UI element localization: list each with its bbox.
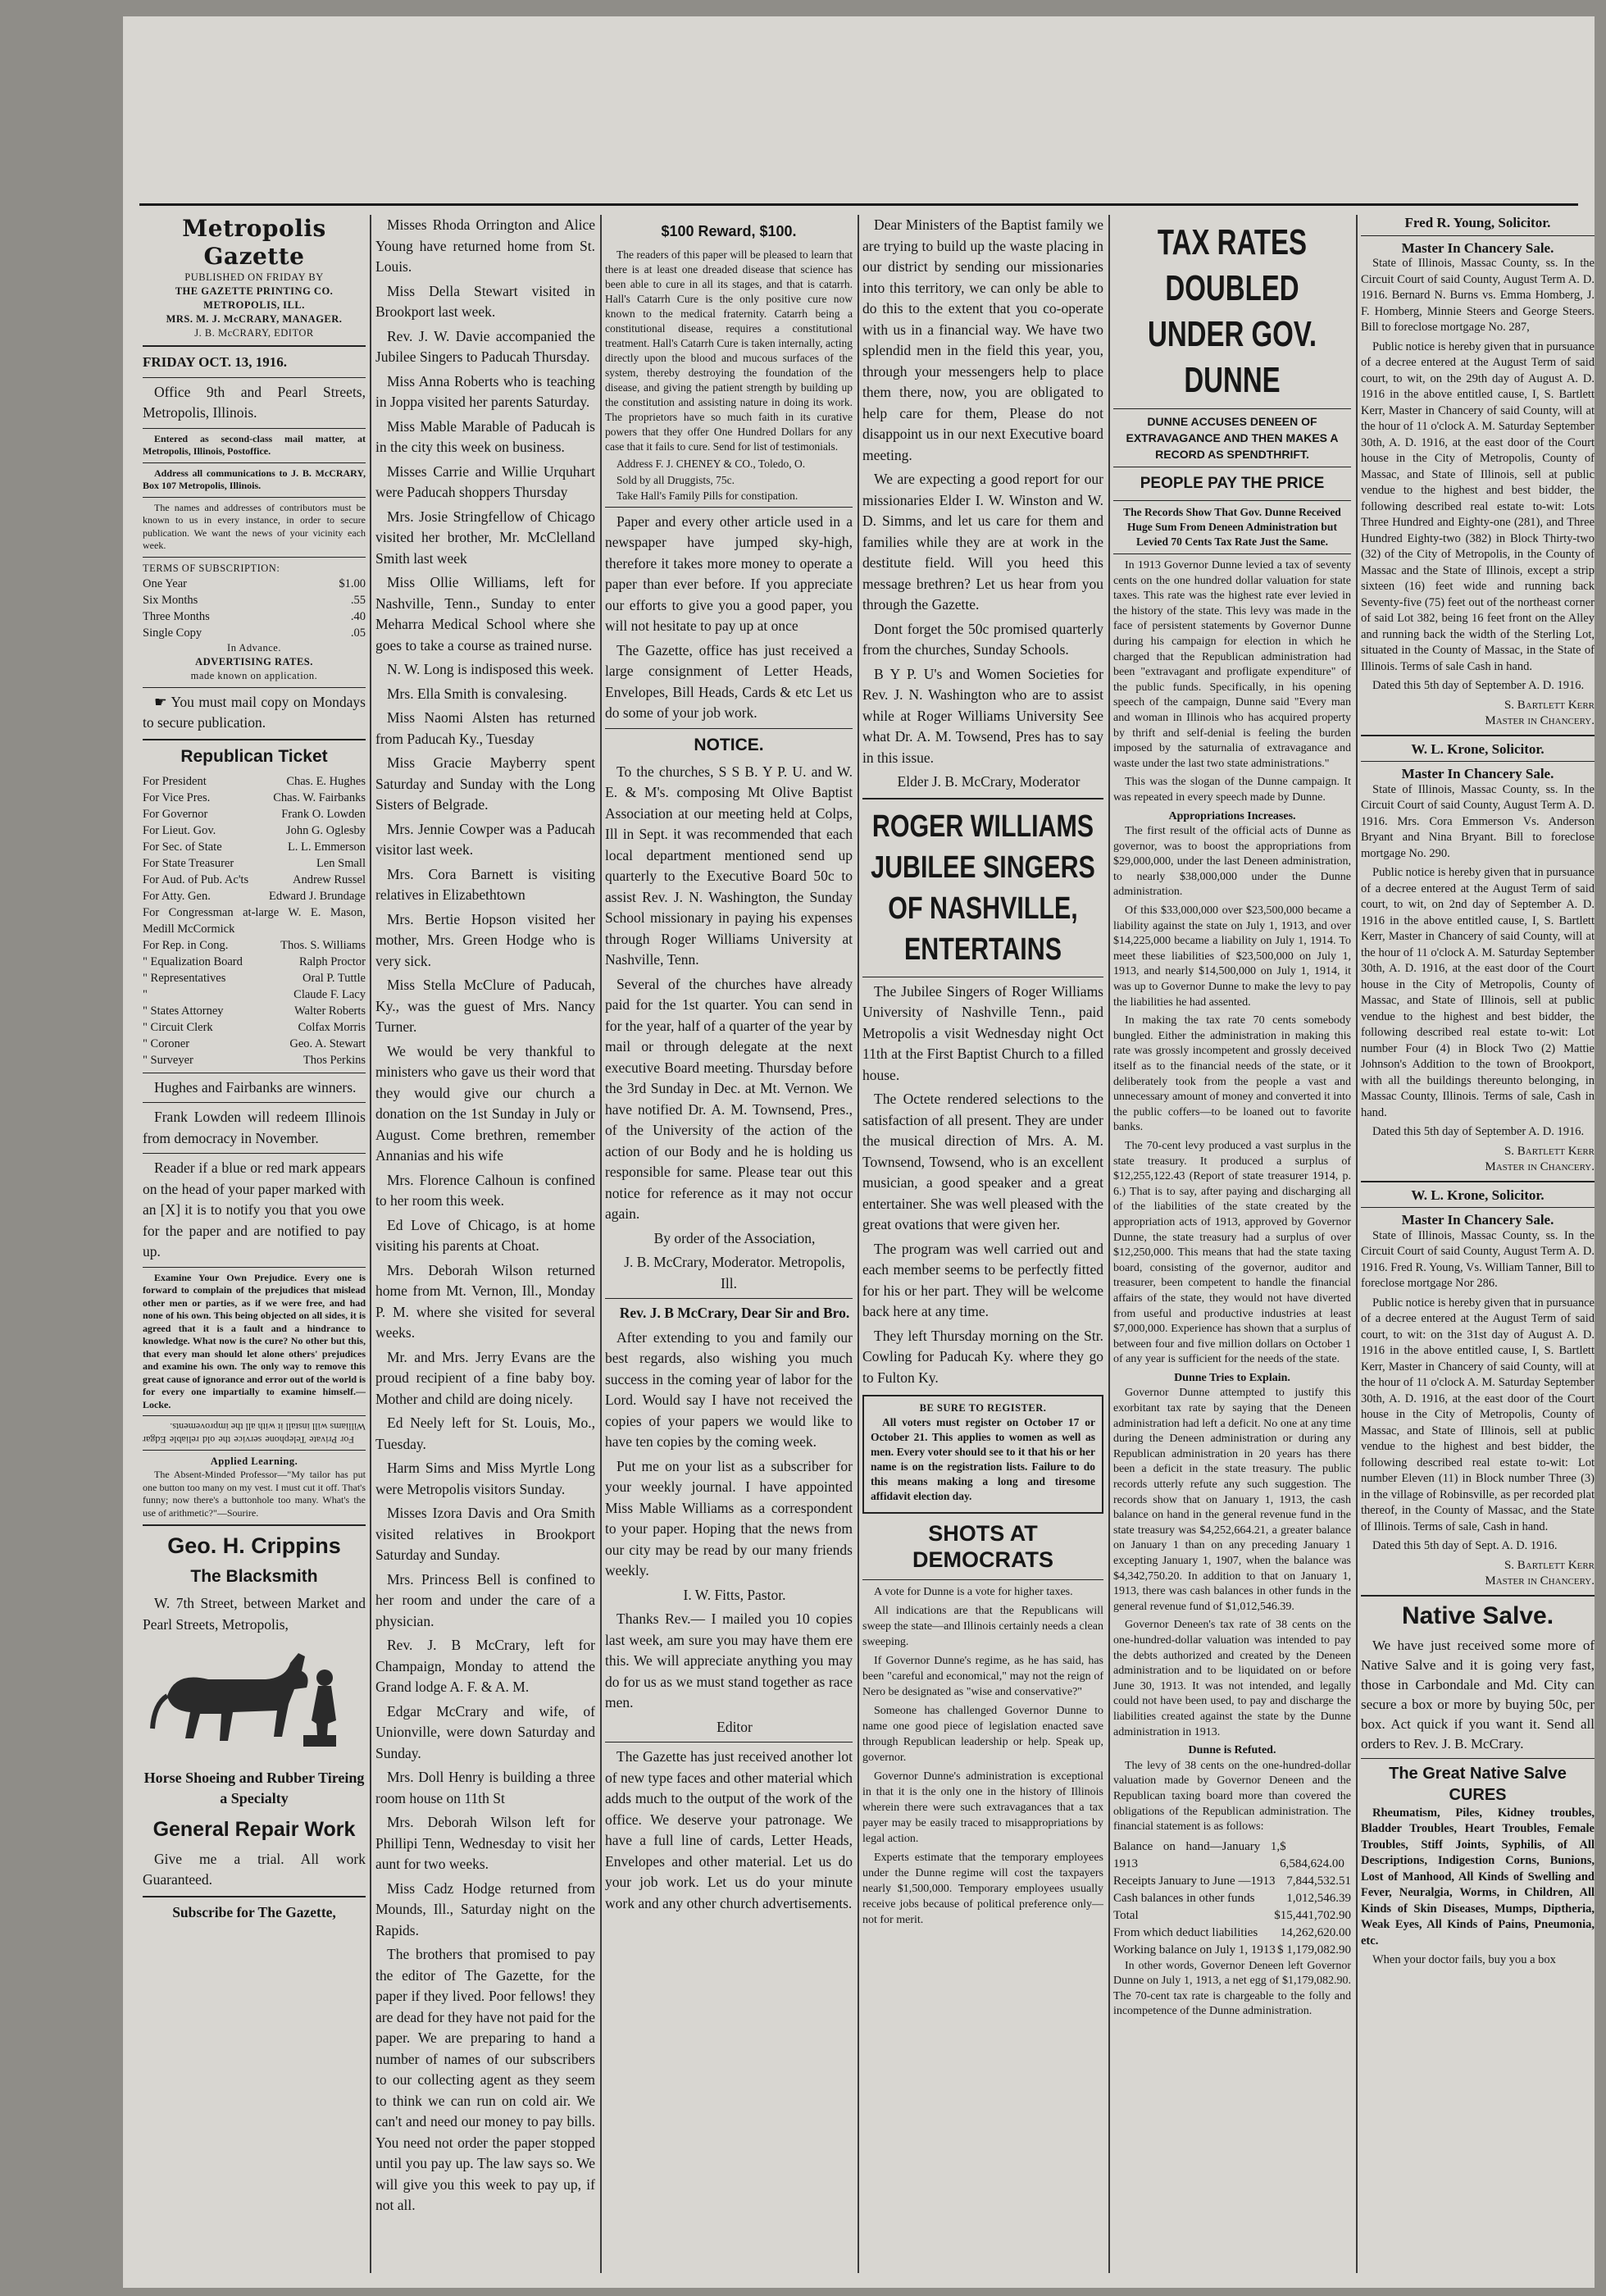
column-local-news [375,215,595,2273]
news-item: Edgar McCrary and wife, of Unionville, were down Saturday and Sunday. [375,1702,595,1761]
news-item: Misses Carrie and Willie Urquhart were Paducah shoppers Thursday [375,462,595,500]
tax-headline: TAX RATES DOUBLED UNDER GOV. DUNNE [1148,222,1317,400]
ticket-row: For Aud. of Pub. Ac'ts Andrew Russel [143,872,366,886]
column-notices [605,215,853,2273]
terms-row: Six Months .55 [143,593,366,607]
applied-title: Applied Learning. [210,1456,298,1467]
ticket-row: " Claude F. Lacy [143,987,366,1001]
notice-title: NOTICE. [694,735,764,754]
reward-title: $100 Reward, $100. [661,223,797,239]
tax-subhead: DUNNE ACCUSES DENEEN OF EXTRAVAGANCE AND THEN MAKES A RECORD AS SPENDTHRIFT. [1126,415,1339,461]
divider [862,798,1103,800]
chancery-title: Master In Chancery Sale. [1401,1212,1554,1228]
cures-list: Rheumatism, Piles, Kidney troubles, Bladder Troubles, Heart Troubles, Female Troubles, Stiff Joints, Syphilis, of All Descriptions, Indigestion Corns, Bunions, Lost of Manhood, All Kinds of Swelling and Fever, Neuralgia, Worms, in Children, All Kinds of Skin Diseases, Mumps, Diptheria, Weak Eyes, All Kinds of Pains, Pneumonia, etc. [1361,1806,1595,1947]
masthead-editor: J. B. McCRARY, EDITOR [194,327,314,339]
notice-body: To the churches, S S B. Y P. U. and W. E. & M's. composing Mt Olive Baptist Association at our meeting held at Colps, Ill in Sept. it was recommended that each local department mentioned send up quarterly to the Executive Board 50c to assist Rev. J. N. Washington, the Sunday School missionary in paying his expenses through Roger Williams University at Nashville, Tenn. [605,763,853,968]
cures-doctor: When your doctor fails, buy you a box [1372,1953,1556,1966]
winners-note: Hughes and Fairbanks are winners. [154,1078,357,1096]
register-box [862,1395,1103,1514]
missions-signature: Elder J. B. McCrary, Moderator [897,773,1081,790]
divider [862,1579,1103,1580]
divider [143,687,366,688]
chancery-title: Master In Chancery Sale. [1401,766,1554,781]
column-rule [1356,215,1358,2273]
news-item: Miss Naomi Alsten has returned from Paducah Ky., Tuesday [375,709,595,747]
sale-2: State of Illinois, Massac County, ss. In the Circuit Court of said County, August Term A. D. 1916. Mrs. Cora Emmerson Vs. Anderson Bryant and Nina Bryant. Bill to foreclose mortgage No. 290. [1361,782,1595,860]
divider [143,497,366,498]
news-item: Mrs. Bertie Hopson visited her mother, Mrs. Green Hodge who is very sick. [375,910,595,969]
tax-paragraph: Governor Deneen's tax rate of 38 cents on the one-hundred-dollar valuation was intended to pay the debts authorized and created by the Deneen administration and to be liquidated on or before June 30, 1913. It was not intended, and legally could not have been used, to pay and discharge the liabilities created against the state by the Dunne administration in 1913. [1113,1619,1351,1738]
ad-address: W. 7th Street, between Market and Pearl Streets, Metropolis, [143,1595,366,1633]
address-notice: Address all communications to J. B. McCRARY, Box 107 Metropolis, Illinois. [143,467,366,491]
notice-signature: J. B. McCrary, Moderator. Metropolis, Ill. [624,1254,845,1292]
tax-section-title: Dunne Tries to Explain. [1174,1371,1290,1384]
entered-notice: Entered as second-class mail matter, at Metropolis, Illinois, Postoffice. [143,432,366,457]
financial-row: From which deduct liabilities 14,262,620.00 [1113,1925,1351,1939]
column-rule [370,215,371,2273]
news-item: Miss Anna Roberts who is teaching in Joppa visited her parents Saturday. [375,372,595,410]
news-item: Mrs. Deborah Wilson left for Phillipi Tenn, Wednesday to visit her aunt for two weeks. [375,1814,595,1872]
office-address: Office 9th and Pearl Streets, Metropolis, Illinois. [143,383,366,421]
column-rule [1108,215,1110,2273]
news-item: Rev. J. W. Davie accompanied the Jubilee Singers to Paducah Thursday. [375,327,595,365]
ad-name: Geo. H. Crippins [167,1533,341,1558]
ticket-list-2 [143,937,366,1068]
divider [143,345,366,347]
divider [143,462,366,463]
letter-salutation: Rev. J. B McCrary, Dear Sir and Bro. [619,1305,850,1321]
ticket-list [143,773,366,904]
terms-row: Three Months .40 [143,609,366,623]
terms-row: One Year $1.00 [143,576,366,590]
applied-article: The Absent-Minded Professor—"My tailor has put one button too many on my vest. I must cut it off. That's funny; now there's a buttonhole too many. What's the use of arithmetic?"—Sourire. [143,1469,366,1519]
divider [143,739,366,740]
notice-order: By order of the Association, [653,1229,816,1246]
news-item: Misses Rhoda Orrington and Alice Young have returned home from St. Louis. [375,216,595,275]
missions-forget: Dont forget the 50c promised quarterly from the churches, Sunday Schools. [862,620,1103,658]
sale-1-notice: Public notice is hereby given that in pursuance of a decree entered at the August Term of said court, to wit, on the 29th day of August A. D. 1916 in the above entitled cause, I, S. Bartlett Kerr, Master in Chancery of said County, will at the hour of 11 o'clock A. M. Saturday September 30th, A. D. 1916, at the east door of the Court house in the City of Metropolis, County of Massac, and State of Illinois, sell at public vendue to the highest and best bidder, the following described real estate to-wit: Lots Three Hundred and Eighty-one (281), and Three Hundred Eighty-two (382) in Block Thirty-two (32) of the City of Metropolis, in the County of Massac and the State of Illinois, except a strip sixteen (16) feet wide and running back Seventy-five (75) feet out of the northeast corner of said Lot 382, being 16 feet front on the Alley and running back the width of the Sterling Lot, situated in the County of Massac, in the State of Illinois. Terms of sale Cash in hand. [1361,339,1595,673]
divider [143,1450,366,1451]
type-notice: The Gazette has just received another lot of new type faces and other material which adds much to the output of the work of the office. We deserve your patronage. We have a full line of cards, Letter Heads, Envelopes and other material. Let us do your job work. Let us do your minute work and any other church advertisements. [605,1748,853,1911]
shots-item: All indications are that the Republicans will sweep the state—and Illinois certainly needs a clean sweeping. [862,1605,1103,1648]
news-item: Mrs. Ella Smith is convalesing. [387,685,567,702]
divider [1361,1181,1595,1182]
register-body: All voters must register on October 17 or October 21. This applies to women as well as men. Every voter should see to it that his or her name is on the registration lists. Failure to do this means making a long and tiresome affidavit election day. [871,1416,1095,1502]
newspaper-page [123,16,1595,2288]
ticket-row: For Vice Pres. Chas. W. Fairbanks [143,790,366,804]
salve-body: We have just received some more of Native Salve and it is going very fast, those in Carbondale and Md. City can secure a box or more by buying 50c, per box. Act quick if you want it. Send all orders to Rev. J. B. McCrary. [1361,1637,1595,1752]
tax-paragraph: The first result of the official acts of Dunne as governor, was to boost the appropriations from $29,000,000, under the last Deneen administration, to nearly $38,000,000 under the Dunne administration. [1113,825,1351,899]
kerr-title: Master in Chancery. [1485,714,1595,727]
blacksmith-horse-illustration [143,1638,356,1761]
divider [1361,735,1595,736]
ticket-row: For Rep. in Cong. Thos. S. Williams [143,938,366,952]
ticket-row: For Lieut. Gov. John G. Oglesby [143,823,366,837]
divider [605,507,853,508]
financial-row: Cash balances in other funds 1,012,546.39 [1113,1891,1351,1905]
news-item: Mrs. Doll Henry is building a three room house on 11th St [375,1769,595,1806]
financial-statement [1113,1838,1351,1959]
jubilee-left: They left Thursday morning on the Str. Cowling for Paducah Ky. where they go to Fulton Ky. [862,1327,1103,1386]
shots-item: Someone has challenged Governor Dunne to name one good piece of legislation enacted save through Republican leadership or help. Speak up, governor. [862,1705,1103,1764]
thanks-signature: Editor [717,1718,753,1735]
notice-several: Several of the churches have already paid for the 1st quarter. You can send in for the year, half of a quarter of the year by mail or through delegate at the next executive Board meeting. Thursday before the 3rd Sunday in Dec. at Mt. Vernon. We have notified Dr. A. M. Townsend, Pres., of the University of the action of the action of our Body and he is holding us responsible for same. Please tear out this notice for reference as it may not occur again. [605,975,853,1222]
divider [1361,235,1595,236]
divider [1361,1758,1595,1759]
news-item: Mrs. Deborah Wilson returned home from Mt. Vernon, Ill., Monday P. M. where she visited for several weeks. [375,1261,595,1341]
news-item: The brothers that promised to pay the editor of The Gazette, for the paper if they lived. Poor fellows! they are dead for they have not paid for the paper. We are preparing to hand a number of names of our subscribers to our collecting agent as they seem to think we can run on cold air. We can't and need our money to pay bills. You need not order the paper stopped until you pay up. The law says so. We will give you this week to pay up, if not all. [375,1946,595,2213]
jubilee-program: The program was well carried out and each member seems to be perfectly fitted for his or her part. They will be welcome back here at any time. [862,1240,1103,1319]
ticket-row: " Surveyer Thos Perkins [143,1053,366,1067]
news-item: Mrs. Florence Calhoun is confined to her room this week. [375,1171,595,1209]
ticket-row: " Circuit Clerk Colfax Morris [143,1020,366,1034]
financial-row: Balance on hand—January 1, 1913 $ 6,584,624.00 [1113,1839,1344,1870]
sale-1-dated: Dated this 5th day of September A. D. 1916. [1372,679,1585,692]
ticket-row: For State Treasurer Len Small [143,856,366,870]
reward-sold: Sold by all Druggists, 75c. [616,473,735,486]
news-item: Miss Della Stewart visited in Brookport last week. [375,282,595,320]
news-item: N. W. Long is indisposed this week. [387,661,594,677]
adv-note: made known on application. [190,669,318,681]
solicitor-2: W. L. Krone, Solicitor. [1411,740,1545,757]
financial-row: Working balance on July 1, 1913 $ 1,179,082.90 [1113,1943,1351,1957]
kerr-signature: S. Bartlett Kerr [1504,1144,1595,1158]
ticket-row: For President Chas. E. Hughes [143,774,366,788]
divider [143,428,366,429]
divider [143,1102,366,1103]
divider [143,1415,366,1416]
reward-pills: Take Hall's Family Pills for constipation. [616,490,798,502]
missions-letter: Dear Ministers of the Baptist family we are trying to build up the waste placing in our district by sending our missionaries into this territory, we can only be able to do this to the extent that you co-operate with us in a financial way. We have two splendid men in the field this year, you, through your messengers help to place them there, now, you are obligated to help care for them, Please do not disappoint us in our next Executive board meeting. [862,216,1103,463]
news-item: Miss Ollie Williams, left for Nashville, Tenn., Sunday to enter Meharra Medical School where she goes to take a course as trained nurse. [375,574,595,654]
column-rule [858,215,859,2273]
subscribe-note: Subscribe for The Gazette, [172,1903,336,1920]
kerr-signature: S. Bartlett Kerr [1504,1558,1595,1572]
top-rule [139,203,1578,206]
masthead-published: PUBLISHED ON FRIDAY BY [184,271,324,283]
missions-bypu: B Y P. U's and Women Societies for Rev. J. N. Washington who are to assist while at Roger Williams University See what Dr. A. M. Towsend, Pres has to say in this issue. [862,665,1103,766]
ticket-row: " Representatives Oral P. Tuttle [143,971,366,985]
paper-notice: Paper and every other article used in a newspaper have jumped sky-high, therefore it takes more money to operate a paper than ever before. If you appreciate our efforts to give you a good paper, you will not hesitate to pay up at once [605,512,853,634]
chancery-title: Master In Chancery Sale. [1401,239,1554,256]
tax-deck: The Records Show That Gov. Dunne Received Huge Sum From Deneen Administration but Levied 70 Cents Tax Rate Just the Same. [1123,506,1341,548]
kerr-title: Master in Chancery. [1485,1160,1595,1173]
news-item: Ed Neely left for St. Louis, Mo., Tuesday. [375,1414,595,1452]
divider [143,377,366,378]
tax-section-title: Appropriations Increases. [1168,809,1296,822]
sale-2-dated: Dated this 5th day of September A. D. 1916. [1372,1125,1585,1138]
masthead-title: Metropolis Gazette [182,215,326,270]
prejudice-article: Examine Your Own Prejudice. Every one is forward to complain of the prejudices that mislead other men or parties, as if we were free, and had none of his own. This being objected on all sides, it is agreed that it is a fault and a hindrance to knowledge. What now is the cure? No other but this, that every man should let alone others' prejudices and examine his own. The only way to remove this great cause of ignorance and error out of the world is for every one impartially to examine himself.—Locke. [143,1271,366,1410]
shots-item: Governor Dunne's administration is exceptional in that it is the only one in the history of Illinois wherein there were such extravagances that a tax payer may be easily traced to misappropriations by legal action. [862,1770,1103,1845]
gazette-notice: The Gazette, office has just received a large consignment of Letter Heads, Envelopes, Bill Heads, Cards & etc Let us do some of your job work. [605,641,853,721]
mail-notice: ☛ You must mail copy on Mondays to secure publication. [143,693,366,731]
ticket-title: Republican Ticket [180,746,328,766]
news-item: Miss Cadz Hodge returned from Mounds, Ill., Saturday night on the Rapids. [375,1879,595,1938]
financial-row: Total $15,441,702.90 [1113,1908,1351,1922]
tax-paragraph: This was the slogan of the Dunne campaign. It was repeated in every speech made by Dunne. [1113,776,1351,804]
jubilee-headline: ROGER WILLIAMS JUBILEE SINGERS OF NASHVILLE, ENTERTAINS [871,809,1095,967]
divider [143,557,366,558]
tax-paragraph: In 1913 Governor Dunne levied a tax of seventy cents on the one hundred dollar valuation for state taxes. This rate was the highest rate ever levied in the history of the state. This levy was made in the face of persistent statements by Governor Dunne during his campaign for election in which he charged that the Republican administration had been "extravagant and profligate expenditure" of the public funds. Specifically, in his opening speech of the campaign, Dunne said "Every man and woman in Illinois who has acquired property by thrift and self-denial is feeling the burden imposed by the saturnalia of extravagance and waste under the last two state administrations." [1113,559,1351,770]
shots-item: Experts estimate that the temporary employees under the Dunne regime will cost the taxpayers nearly $1,500,000. Temporary employees usually receive jobs because of political preference only—not for merit. [862,1852,1103,1926]
terms-title: TERMS OF SUBSCRIPTION: [143,562,280,574]
news-item: Mrs. Cora Barnett is visiting relatives in Elizabethtown [375,865,595,903]
divider [143,1267,366,1268]
terms-row: Single Copy .05 [143,626,366,640]
shots-item: A vote for Dunne is a vote for higher taxes. [874,1586,1073,1598]
kerr-signature: S. Bartlett Kerr [1504,698,1595,712]
sale-3-dated: Dated this 5th day of Sept. A. D. 1916. [1372,1539,1558,1552]
masthead-company: THE GAZETTE PRINTING CO. [175,285,334,297]
ticket-row: For Sec. of State L. L. Emmerson [143,840,366,854]
ticket-row: For Governor Frank O. Lowden [143,807,366,821]
financial-row: Receipts January to June —1913 7,844,532.51 [1113,1874,1351,1888]
sale-3-notice: Public notice is hereby given that in pursuance of a decree entered at the August Term of said court, to wit: on the 31st day of August A. D. 1916 in the above entitled cause, I, S. Bartlett Kerr, Master in Chancery of said County, will at the hour of 11 o'clock A. M. Saturday September 30th, A. D. 1916, at the east door of the Court house in the City of Metropolis, County of Massac, and State of Illinois, sell at public vendue to the highest and best bidder, the following described real estate to-wit: Lot number Eleven (11) in Block number Three (3) in the village of Robinsville, as per recorded plat thereof, in the County of Massac, and the State of Illinois. Terms of sale, Cash in hand. [1361,1296,1595,1533]
divider [1113,408,1351,409]
shots-item: If Governor Dunne's regime, as he has said, has been "careful and economical," may not the reign of Nero be designated as "wise and conservative?" [862,1655,1103,1698]
tax-paragraph: The 70-cent levy produced a vast surplus in the state treasury. It produced a surplus of $12,255,122.43 (Report of state treasurer 1914, p. 6.) That is to say, after paying and discharging all of the liabilities of the state created by the appropriation acts of 1913, approved by Governor Dunne, the state treasury had a surplus of over $12,250,000. This means that had the state taxing board, consisting of the governor, auditor and treasurer, been competent to handle the financial affairs of the state, they would not have diverted from useful and productive industries at least $7,000,000. Experience has shown that a surplus of between four and five million dollars on October 1 of any year is sufficient for the needs of the state. [1113,1139,1351,1366]
reader-note: Reader if a blue or red mark appears on the head of your paper marked with an [X] it is to notify you that you owe for the paper and are notified to pay up. [143,1159,366,1260]
sale-3: State of Illinois, Massac County, ss. In the Circuit Court of said County, August Term A. D. 1916. Fred R. Young, Vs. William Tanner, Bill to foreclose mortgage Nor 286. [1361,1228,1595,1290]
column-church [862,215,1103,2273]
column-rule [600,215,602,2273]
missions-report: We are expecting a good report for our missionaries Elder I. W. Winston and W. D. Simms, and let us care for them and families while they are at work in the destitute field. Will you heed this message brethren? Let us hear from you through the Gazette. [862,471,1103,613]
divider [1361,1595,1595,1597]
jubilee-body: The Jubilee Singers of Roger Williams University of Nashville Tenn., paid Metropolis a visit Wednesday night Oct 11th at the First Baptist Church to a filled house. [862,982,1103,1083]
ticket-row: " States Attorney Walter Roberts [143,1004,366,1018]
jubilee-octete: The Octete rendered selections to the satisfaction of all present. They are under the musical direction of Mrs. A. M. Townsend, Towsend, who is an excellent musician, a good speaker and a great entertainer. She was well pleased with the great ovations that were given her. [862,1091,1103,1232]
news-item: Mr. and Mrs. Jerry Evans are the proud recipient of a fine baby boy. Mother and child are doing nicely. [375,1348,595,1407]
divider [1113,500,1351,501]
solicitor-3: W. L. Krone, Solicitor. [1411,1187,1545,1203]
tax-section-title: Dunne is Refuted. [1188,1744,1276,1757]
cures-title: The Great Native Salve CURES [1389,1764,1567,1804]
divider [143,1153,366,1154]
news-item: Miss Stella McClure of Paducah, Ky., was the guest of Mrs. Nancy Turner. [375,977,595,1035]
divider [605,1298,853,1299]
news-item: Miss Mable Marable of Paducah is in the city this week on business. [375,417,595,455]
kerr-title: Master in Chancery. [1485,1574,1595,1588]
register-title: BE SURE TO REGISTER. [919,1402,1047,1414]
divider [1361,761,1595,762]
ticket-row: " Equalization Board Ralph Proctor [143,954,366,968]
shots-headline: SHOTS AT DEMOCRATS [912,1521,1053,1572]
sale-2-notice: Public notice is hereby given that in pursuance of a decree entered at the August Term of said court, to wit, on 2nd day of September A. D. 1916 in the above entitled cause, I, S. Bartlett Kerr, Master in Chancery of said County, will at the hour of 11 o'clock A. M. Saturday September 30th, A. D. 1916, at the east door of the Court house in the City of Metropolis, County of Massac, and State of Illinois, sell at public vendue to the highest and best bidder, the following described real estate to-wit: Lot number Four (4) in Block Two (2) Mattie Johnson's Addition to the town of Brookport, with all the buildings thereunto belonging, in Massac County, Illinois. Terms of sale, Cash in hand. [1361,866,1595,1119]
letter-signature: I. W. Fitts, Pastor. [683,1586,786,1603]
divider [1361,1207,1595,1208]
tax-paragraph: In other words, Governor Deneen left Governor Dunne on July 1, 1913, a net egg of $1,179,082.90. The 70-cent tax rate is chargeable to the folly and incompetence of the Dunne administration. [1113,1959,1351,2018]
lowden-note: Frank Lowden will redeem Illinois from democracy in November. [143,1109,366,1146]
news-item: Mrs. Josie Stringfellow of Chicago visited her brother, Mr. McClelland Smith last week [375,508,595,567]
letter-body-2: Put me on your list as a subscriber for your weekly journal. I have appointed Miss Mable Williams as a correspondent to your paper. Hoping that the news from our city may be read by our many friends weekly. [605,1457,853,1578]
thanks-note: Thanks Rev.— I mailed you 10 copies last week, am sure you may have them ere this. We will appreciate anything you may do for us as we must stand together as race men. [605,1610,853,1711]
letter-body: After extending to you and family our best regards, also wishing you much success in the coming year of labor for the Lord. Would say I have not received the copies of your papers we would like to have ten copies by the coming week. [605,1328,853,1450]
news-item: Miss Gracie Mayberry spent Saturday and Sunday with the Long Sisters of Belgrade. [375,754,595,813]
terms-list [143,576,366,641]
news-item: We would be very thankful to ministers who gave us their word that they would give our church a donation on the 1st Sunday in July or August. Come brethren, remember Annanias and his wife [375,1042,595,1164]
ticket-row: For Atty. Gen. Edward J. Brundage [143,889,366,903]
divider [605,728,853,729]
solicitor-1: Fred R. Young, Solicitor. [1404,215,1551,230]
contributors-notice: The names and addresses of contributors must be known to us in every instance, in order to secure publication. We want the news of your vicinity each week. [143,501,366,551]
news-item: Mrs. Jennie Cowper was a Paducah visitor last week. [375,820,595,858]
ticket-row: " Coroner Geo. A. Stewart [143,1036,366,1050]
ad-specialty: Horse Shoeing and Rubber Tireing a Specialty [143,1769,365,1806]
issue-date: FRIDAY OCT. 13, 1916. [143,354,287,370]
tax-subhead-2: PEOPLE PAY THE PRICE [1140,475,1325,492]
news-item: Misses Izora Davis and Ora Smith visited relatives in Brookport Saturday and Sunday. [375,1505,595,1563]
ad-title: The Blacksmith [190,1567,318,1586]
salve-title: Native Salve. [1401,1601,1554,1629]
news-item: Mrs. Princess Bell is confined to her room and under the care of a physician. [375,1570,595,1629]
sale-1: State of Illinois, Massac County, ss. In the Circuit Court of said County, August Term A. D. 1916. Bernard N. Burns vs. Emma Homberg, J. F. Homberg, Minnie Steers and George Steers. Bill to foreclose mortgage No. 287, [1361,257,1595,334]
news-item: Ed Love of Chicago, is at home visiting his parents at Choat. [375,1216,595,1254]
adv-title: ADVERTISING RATES. [195,655,313,667]
reward-ad: The readers of this paper will be pleased to learn that there is at least one dreaded disease that science has been able to cure in all its stages, and that is catarrh. Hall's Catarrh Cure is the only positive cure now known to the medical fraternity. Catarrh being a constitutional disease, requires a constitutional treatment. Hall's Catarrh Cure is taken internally, acting directly upon the blood and mucous surfaces of the system, thereby destroying the foundation of the disease, and giving the patient strength by building up the constitution and assisting nature in doing its work. The proprietors have so much faith in its curative powers that they offer One Hundred Dollars for any case that it fails to cure. Send for list of testimonials. [605,248,853,453]
divider [143,1896,366,1897]
news-item: Harm Sims and Miss Myrtle Long were Metropolis visitors Sunday. [375,1460,595,1497]
masthead-manager: MRS. M. J. McCRARY, MANAGER. [166,313,343,325]
telephone-notice-upside-down: For Private Telephone service the old reliable Edgar Williams will install it with all the improvements. [143,1421,366,1446]
terms-advance: In Advance. [227,641,281,654]
ad-repair: General Repair Work [152,1817,356,1841]
column-legal [1361,215,1595,2273]
column-masthead [143,215,366,2273]
masthead-city: METROPOLIS, ILL. [203,299,305,311]
reward-address: Address F. J. CHENEY & CO., Toledo, O. [616,458,806,470]
tax-paragraph: The levy of 38 cents on the one-hundred-dollar valuation made by Governor Deneen and the Republican taxing board more than covered the obligations of the Republican administration. The financial statement is as follows: [1113,1759,1351,1834]
tax-paragraph: Of this $33,000,000 over $23,500,000 became a liability against the state on July 1, 1913, and over $14,225,000 became a liability on July 1, 1914. To meet these liabilities of $23,500,000 on July 1, 1913, and nearly $14,500,000 on July 1, 1914, it was up to Governor Dunne to make the levy to pay the liabilities he had assented. [1113,904,1351,1009]
news-item: Rev. J. B McCrary, left for Champaign, Monday to attend the Grand lodge A. F. & A. M. [375,1637,595,1695]
tax-paragraph: Governor Dunne attempted to justify this exorbitant tax rate by saying that the Deneen administration had left a deficit. No one at any time during the Deneen administration or during any Republican administration in 20 years has there been a deficit in the state treasury. The public records utterly refute any such suggestion. The records show that on January 1, 1913, the cash balance on hand in the general revenue fund in the state treasury was $4,252,664.21, a greater balance on January 1 than on any preceding January 1 excepting January 1, 1907, when the balance was $4,342,750.20. In addition to that on January 1, 1913, there was cash balances in other funds in the general revenue fund of $1,012,546.39. [1113,1387,1351,1613]
ad-trial: Give me a trial. All work Guaranteed. [143,1850,366,1888]
tax-paragraph: In making the tax rate 70 cents somebody bungled. Either the administration in making this rate was grossly incompetent and grossly deceived itself as to the financial needs of the state, or it deliberately took from the people a vast and unnecessary amount of money and converted it into the public coffers—to be loaned out to favorite banks. [1113,1014,1351,1134]
ticket-congress: For Congressman at-large W. E. Mason, Medill McCormick [143,905,366,936]
pointing-hand-icon: ☛ [154,693,171,710]
column-tax-rates [1113,215,1351,2273]
divider [143,1524,366,1526]
